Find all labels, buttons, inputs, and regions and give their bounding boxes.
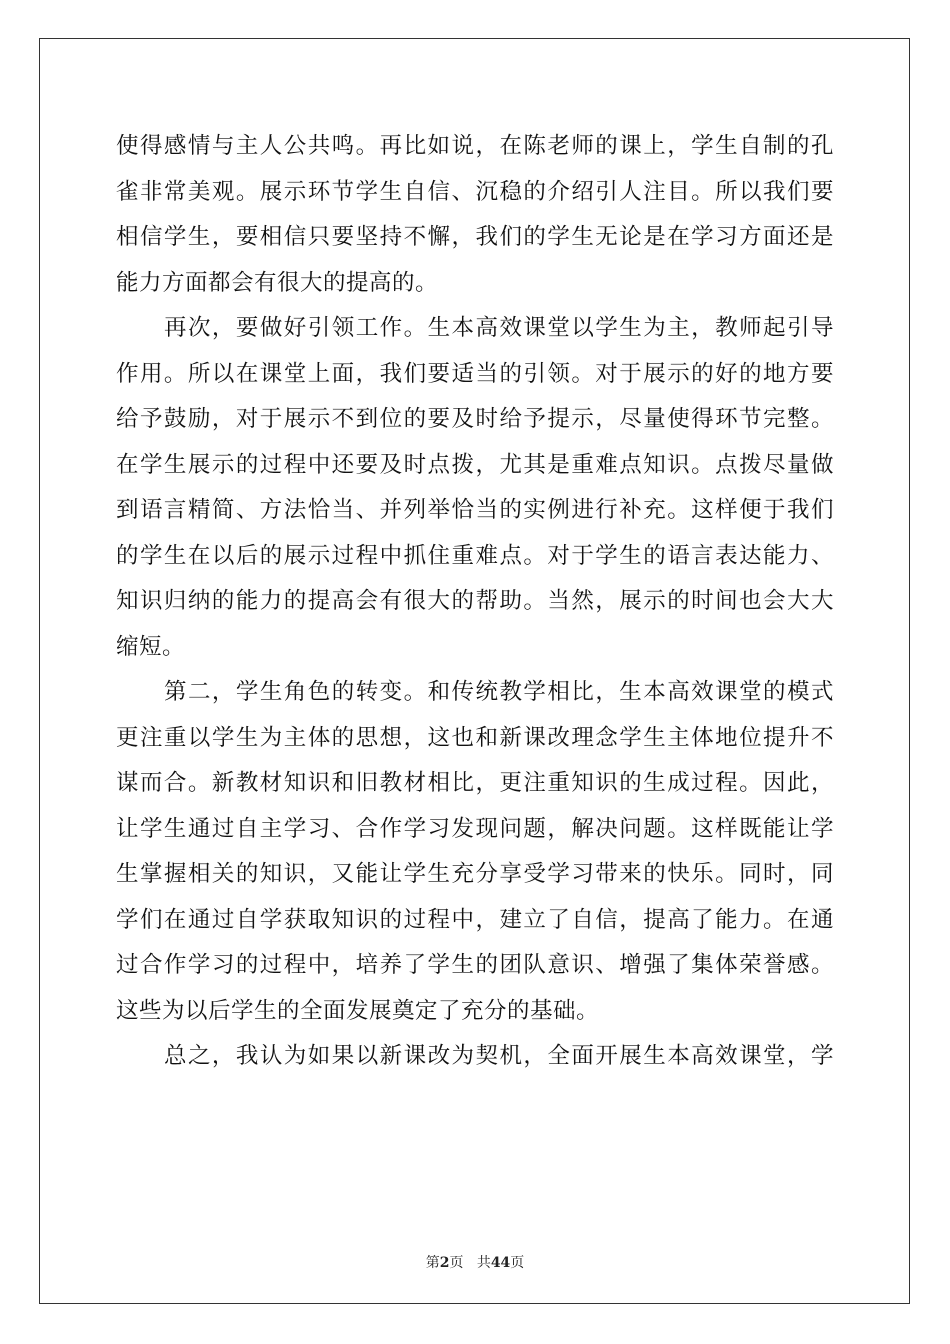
text-line: 缩短。 — [116, 633, 186, 660]
text-line: 到语言精简、方法恰当、并列举恰当的实例进行补充。这样便于我们 — [116, 497, 834, 523]
text-line: 总之，我认为如果以新课改为契机，全面开展生本高效课堂，学 — [164, 1043, 834, 1069]
text-line: 在学生展示的过程中还要及时点拨，尤其是重难点知识。点拨尽量做 — [116, 451, 834, 478]
text-line: 学们在通过自学获取知识的过程中，建立了自信，提高了能力。在通 — [116, 906, 834, 933]
paragraph — [116, 1034, 834, 1080]
text-line: 知识归纳的能力的提高会有很大的帮助。当然，展示的时间也会大大 — [116, 588, 834, 614]
paragraph — [116, 124, 834, 306]
text-line: 雀非常美观。展示环节学生自信、沉稳的介绍引人注目。所以我们要 — [116, 178, 834, 205]
page-number: 2 — [439, 1255, 450, 1271]
page-footer — [0, 1252, 950, 1272]
page-suffix: 页 — [449, 1255, 464, 1271]
page-prefix: 第 — [425, 1255, 440, 1271]
paragraph — [116, 306, 834, 670]
document-body — [116, 124, 834, 1080]
text-line: 使得感情与主人公共鸣。再比如说，在陈老师的课上，学生自制的孔 — [116, 133, 834, 159]
text-line: 让学生通过自主学习、合作学习发现问题，解决问题。这样既能让学 — [116, 815, 834, 842]
total-suffix: 页 — [510, 1255, 525, 1271]
text-line: 作用。所以在课堂上面，我们要适当的引领。对于展示的好的地方要 — [116, 360, 834, 387]
paragraph — [116, 670, 834, 1034]
text-line: 的学生在以后的展示过程中抓住重难点。对于学生的语言表达能力、 — [116, 542, 834, 569]
text-line: 谋而合。新教材知识和旧教材相比，更注重知识的生成过程。因此， — [116, 770, 834, 796]
text-line: 过合作学习的过程中，培养了学生的团队意识、增强了集体荣誉感。 — [116, 952, 834, 978]
text-line: 能力方面都会有很大的提高的。 — [116, 269, 439, 296]
text-line: 再次，要做好引领工作。生本高效课堂以学生为主，教师起引导 — [164, 315, 834, 341]
text-line: 这些为以后学生的全面发展奠定了充分的基础。 — [116, 997, 600, 1024]
text-line: 更注重以学生为主体的思想，这也和新课改理念学生主体地位提升不 — [116, 724, 834, 751]
text-line: 相信学生，要相信只要坚持不懈，我们的学生无论是在学习方面还是 — [116, 224, 834, 250]
total-pages: 44 — [490, 1255, 511, 1271]
text-line: 给予鼓励，对于展示不到位的要及时给予提示，尽量使得环节完整。 — [116, 406, 834, 432]
text-line: 第二，学生角色的转变。和传统教学相比，生本高效课堂的模式 — [164, 679, 834, 705]
total-prefix: 共 — [476, 1255, 491, 1271]
text-line: 生掌握相关的知识，又能让学生充分享受学习带来的快乐。同时，同 — [116, 861, 834, 887]
